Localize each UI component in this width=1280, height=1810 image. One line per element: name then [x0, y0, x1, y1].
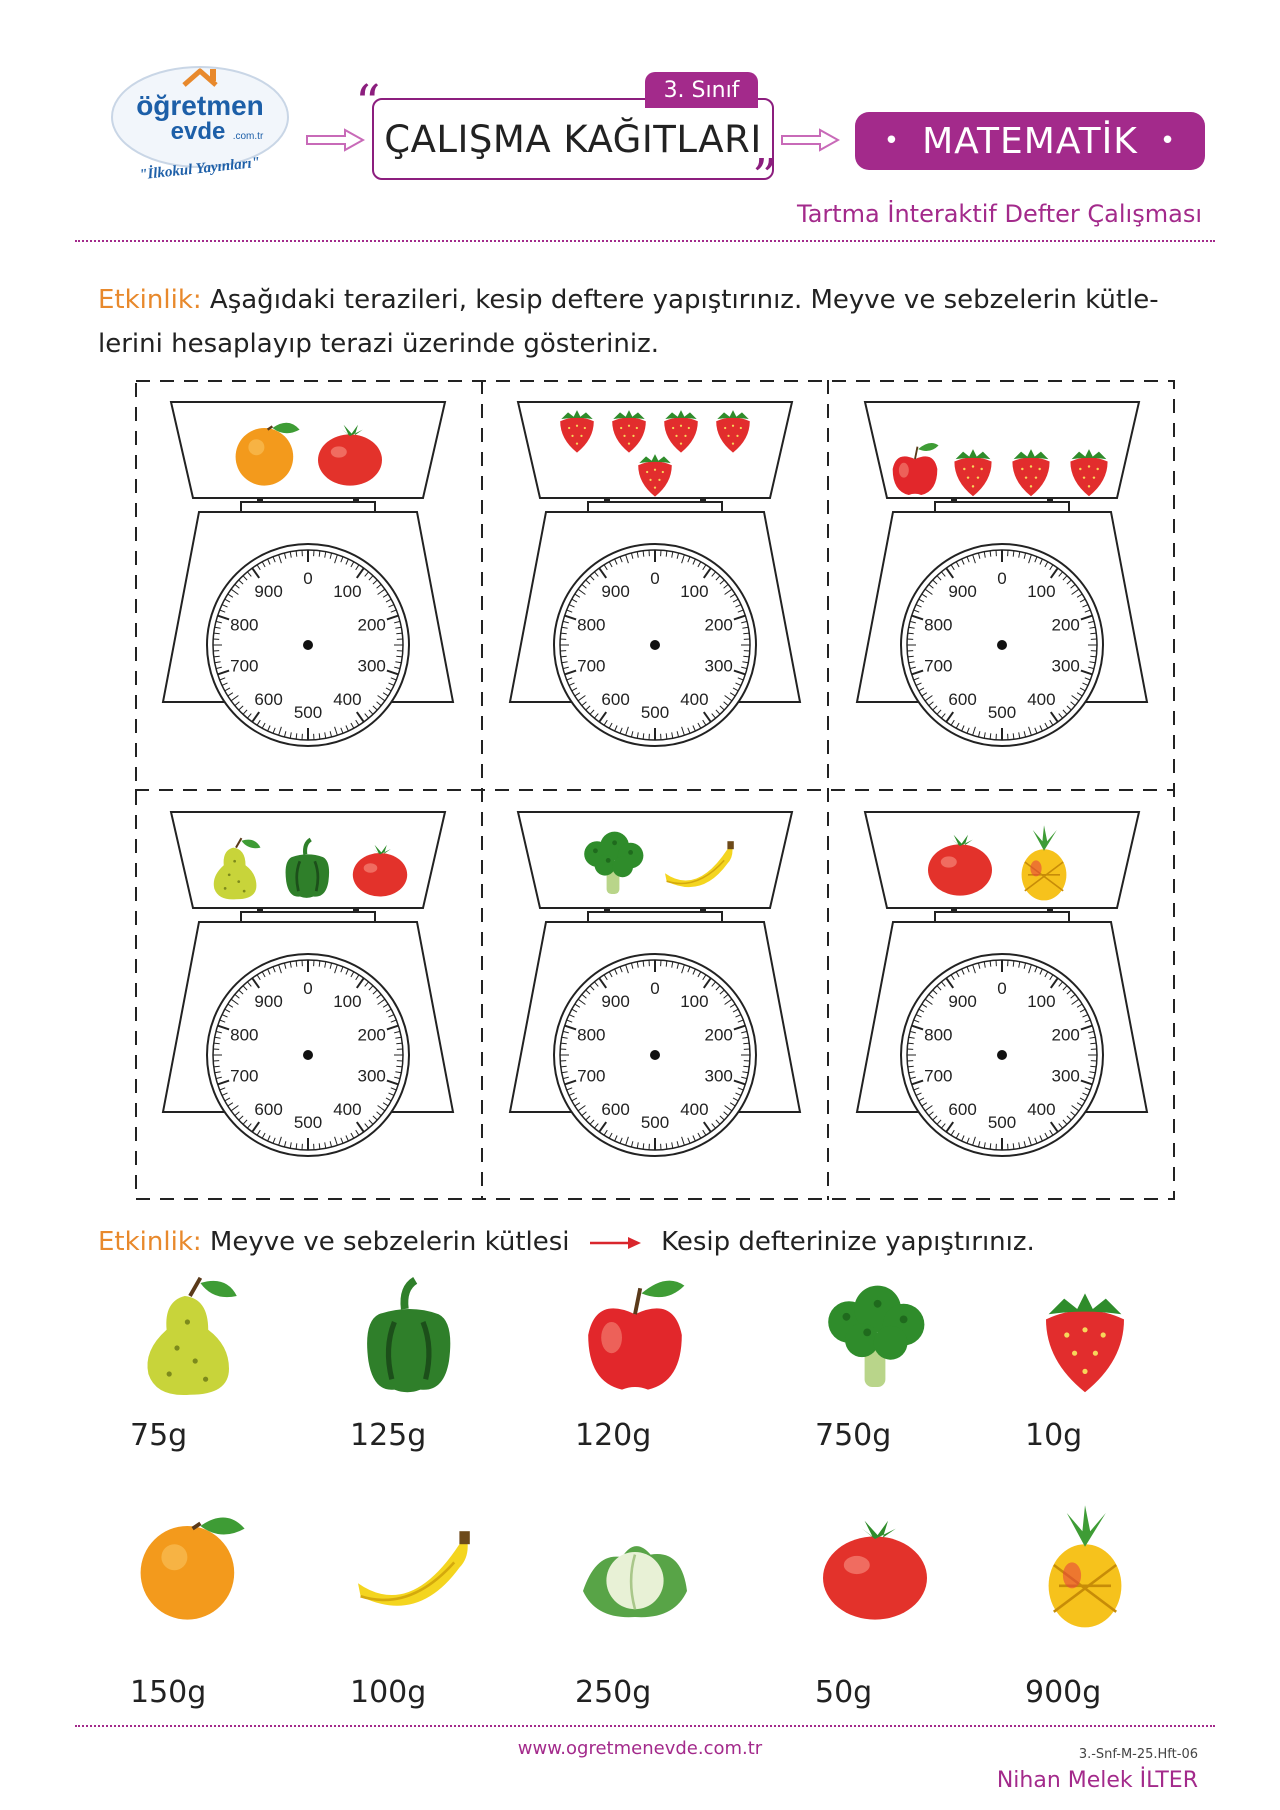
mass-label: 250g: [575, 1675, 652, 1710]
banana-item: [657, 822, 737, 906]
dial-number: 500: [293, 1113, 323, 1132]
dial-number: 100: [680, 991, 709, 1011]
dial-number: 700: [924, 1066, 953, 1086]
worksheet-title: ÇALIŞMA KAĞITLARI: [372, 98, 774, 180]
orange-icon: [226, 412, 306, 492]
tomato-item: [920, 822, 1000, 906]
dial-number: 500: [640, 1113, 670, 1132]
logo-word-ogretmen: öğretmen: [136, 90, 264, 121]
dial-center: [650, 1050, 660, 1060]
dial-number: 100: [1027, 991, 1056, 1011]
strawberry-item: [942, 438, 1004, 504]
dial-number: 100: [333, 581, 362, 601]
scale-pan-items: [532, 818, 778, 906]
dial-number: 700: [230, 656, 259, 676]
activity-text: Aşağıdaki terazileri, kesip deftere yapıştırınız. Meyve ve sebzelerin kütle-lerini hesaplayıp terazi üzerinde gösteriniz.: [98, 285, 1159, 359]
dial-number: 900: [948, 991, 977, 1011]
dial-number: 500: [640, 703, 670, 722]
dial-number: 0: [303, 979, 313, 998]
scale-cell: [135, 790, 481, 1200]
tomato-icon: [920, 822, 1000, 902]
author-name: Nihan Melek İLTER: [996, 1768, 1198, 1793]
scale-pan-items: [879, 818, 1125, 906]
pear-icon: [125, 1270, 255, 1400]
dial-number: 900: [254, 991, 283, 1011]
website-link[interactable]: www.ogretmenevde.com.tr: [517, 1738, 763, 1759]
broccoli-icon: [810, 1270, 940, 1400]
tomato-item: [346, 834, 414, 906]
strawberry-item: [1000, 438, 1062, 504]
mass-card: [320, 1500, 500, 1710]
dotted-divider: [75, 1725, 1215, 1727]
dial-number: 200: [1051, 1025, 1080, 1045]
mass-label: 100g: [350, 1675, 427, 1710]
mass-card: [995, 1500, 1175, 1710]
tomato-icon: [346, 834, 414, 902]
dial-number: 200: [1051, 615, 1080, 635]
dial-number: 400: [1027, 1100, 1056, 1120]
mass-label: 125g: [350, 1418, 427, 1453]
dial-number: 800: [577, 1025, 606, 1045]
dial-number: 100: [1027, 581, 1056, 601]
apple-icon: [570, 1270, 700, 1400]
dotted-divider: [75, 240, 1215, 242]
strawberry-icon: [1020, 1270, 1150, 1400]
document-code: 3.-Snf-M-25.Hft-06: [1078, 1747, 1198, 1762]
mass-label: 10g: [1025, 1418, 1083, 1453]
banana-icon: [657, 822, 737, 902]
dial-number: 400: [333, 690, 362, 710]
pepper-icon: [274, 834, 342, 902]
apple-icon: [884, 438, 946, 500]
logo-word-evde: evde: [170, 118, 226, 145]
dial-number: 900: [254, 581, 283, 601]
worksheet-subtitle: Tartma İnteraktif Defter Çalışması: [797, 200, 1202, 228]
logo-domain: .com.tr: [232, 131, 264, 142]
activity-label: Etkinlik:: [98, 285, 202, 315]
activity-text: Kesip defterinize yapıştırınız.: [661, 1227, 1035, 1257]
dial-number: 800: [924, 615, 953, 635]
mass-card: [785, 1270, 965, 1470]
right-arrow-icon: [588, 1235, 643, 1251]
pepper-item: [274, 834, 342, 906]
dial-number: 100: [333, 991, 362, 1011]
dial-number: 800: [230, 1025, 259, 1045]
dial-number: 600: [601, 690, 630, 710]
strawberry-icon: [705, 400, 761, 456]
scale-cell: [482, 380, 828, 790]
scale-cell: [829, 790, 1175, 1200]
pear-item: [202, 834, 270, 906]
tomato-icon: [310, 412, 390, 492]
pineapple-icon: [1004, 822, 1084, 902]
dial-center: [303, 640, 313, 650]
cabbage-icon: [570, 1500, 700, 1630]
mass-card: [995, 1270, 1175, 1470]
scale-pan-items: [185, 408, 431, 496]
dial-number: 400: [680, 690, 709, 710]
dial-number: 700: [230, 1066, 259, 1086]
open-quote-mark: “: [355, 74, 381, 132]
dial-number: 600: [254, 1100, 283, 1120]
dial-number: 300: [704, 656, 733, 676]
dial-number: 200: [704, 615, 733, 635]
header-arrow-icon: [780, 128, 840, 152]
pear-icon: [202, 834, 270, 902]
bullet-icon: •: [1159, 126, 1177, 156]
dial-number: 500: [987, 1113, 1017, 1132]
dial-center: [997, 640, 1007, 650]
orange-item: [226, 412, 306, 496]
banana-icon: [345, 1500, 475, 1630]
subject-label: MATEMATİK: [922, 120, 1138, 162]
mass-card: [100, 1500, 280, 1710]
apple-item: [884, 438, 946, 504]
scale-pan-items: [879, 408, 1125, 496]
strawberry-icon: [1000, 438, 1062, 500]
dial-number: 800: [230, 615, 259, 635]
pineapple-icon: [1020, 1500, 1150, 1630]
strawberry-icon: [549, 400, 605, 456]
grade-badge: 3. Sınıf: [645, 72, 758, 108]
strawberry-icon: [627, 444, 683, 500]
dial-number: 300: [1051, 656, 1080, 676]
mass-label: 150g: [130, 1675, 207, 1710]
strawberry-item: [627, 444, 683, 504]
dial-number: 900: [601, 581, 630, 601]
pineapple-item: [1004, 822, 1084, 906]
activity-text: Meyve ve sebzelerin kütlesi: [209, 1227, 570, 1257]
scales-cut-grid: [135, 380, 1175, 1200]
dial-number: 0: [650, 979, 660, 998]
pepper-icon: [345, 1270, 475, 1400]
activity-label: Etkinlik:: [98, 1227, 202, 1257]
mass-label: 900g: [1025, 1675, 1102, 1710]
mass-card: [545, 1500, 725, 1710]
subject-badge: [855, 112, 1205, 170]
strawberry-item: [549, 400, 605, 460]
dial-number: 0: [303, 569, 313, 588]
dial-number: 700: [924, 656, 953, 676]
dial-center: [650, 640, 660, 650]
mass-card: [320, 1270, 500, 1470]
publisher-logo: [100, 55, 300, 205]
dial-number: 500: [293, 703, 323, 722]
dial-number: 800: [924, 1025, 953, 1045]
scale-cell: [135, 380, 481, 790]
mass-label: 75g: [130, 1418, 188, 1453]
dial-center: [303, 1050, 313, 1060]
orange-icon: [125, 1500, 255, 1630]
strawberry-item: [1058, 438, 1120, 504]
dial-number: 400: [680, 1100, 709, 1120]
dial-number: 900: [948, 581, 977, 601]
broccoli-item: [573, 822, 653, 906]
tomato-icon: [810, 1500, 940, 1630]
mass-label: 750g: [815, 1418, 892, 1453]
scale-pan-items: [185, 818, 431, 906]
dial-number: 700: [577, 656, 606, 676]
dial-number: 800: [577, 615, 606, 635]
bullet-icon: •: [883, 126, 901, 156]
dial-number: 300: [357, 1066, 386, 1086]
dial-number: 400: [1027, 690, 1056, 710]
mass-card: [545, 1270, 725, 1470]
activity-1-instruction: [98, 278, 1183, 366]
scale-cell: [482, 790, 828, 1200]
dial-number: 0: [997, 979, 1007, 998]
mass-card: [100, 1270, 280, 1470]
mass-label: 50g: [815, 1675, 873, 1710]
dial-number: 600: [601, 1100, 630, 1120]
mass-label: 120g: [575, 1418, 652, 1453]
scale-cell: [829, 380, 1175, 790]
strawberry-icon: [942, 438, 1004, 500]
dial-number: 300: [704, 1066, 733, 1086]
dial-number: 600: [948, 690, 977, 710]
activity-2-instruction: [98, 1220, 1183, 1264]
dial-center: [997, 1050, 1007, 1060]
dial-number: 400: [333, 1100, 362, 1120]
dial-number: 200: [357, 1025, 386, 1045]
tomato-item: [310, 412, 390, 496]
dial-number: 600: [254, 690, 283, 710]
close-quote-mark: ”: [752, 148, 778, 206]
broccoli-icon: [573, 822, 653, 902]
dial-number: 700: [577, 1066, 606, 1086]
dial-number: 200: [357, 615, 386, 635]
dial-number: 300: [1051, 1066, 1080, 1086]
dial-number: 0: [997, 569, 1007, 588]
strawberry-icon: [1058, 438, 1120, 500]
dial-number: 300: [357, 656, 386, 676]
scale-pan-items: [532, 408, 778, 496]
mass-card: [785, 1500, 965, 1710]
dial-number: 200: [704, 1025, 733, 1045]
dial-number: 100: [680, 581, 709, 601]
dial-number: 0: [650, 569, 660, 588]
dial-number: 900: [601, 991, 630, 1011]
dial-number: 500: [987, 703, 1017, 722]
logo-tagline: "İlkokul Yayınları": [138, 154, 261, 184]
strawberry-item: [705, 400, 761, 460]
dial-number: 600: [948, 1100, 977, 1120]
